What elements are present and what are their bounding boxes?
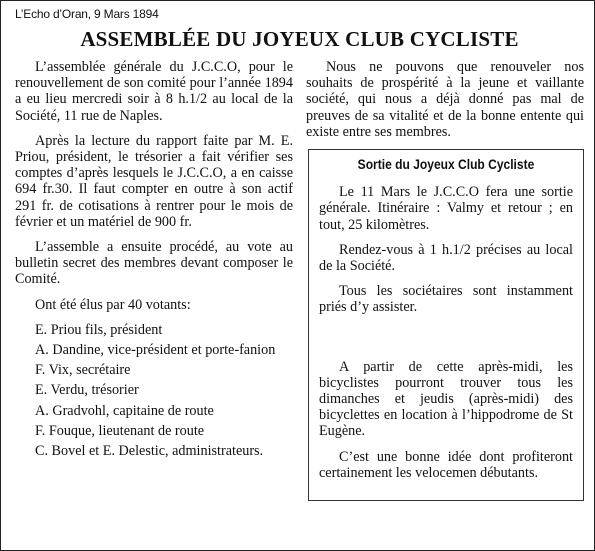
list-item: E. Verdu, trésorier: [35, 382, 139, 399]
list-item: C. Bovel et E. Delestic, administrateurs.: [35, 443, 264, 460]
right-column: [306, 59, 584, 501]
box-paragraph: A partir de cette après-midi, les bicyclistes pourront trouver tous les dimanches et jeudis (après-midi) des bicyclettes en location à l’hippodrome de St Eugène.: [319, 358, 573, 440]
paragraph-wishes: Nous ne pouvons que renouveler nos souhaits de prospérité à la jeune et vaillante société, qui nous a déjà donné pas mal de preuves de sa vitalité et de la bonne entente qui existe entre ses membres.: [306, 59, 584, 140]
paragraph-report: Après la lecture du rapport faite par M. E. Priou, président, le trésorier a fait vérifier ses comptes d’après lesquels le J.C.C.O, a en caisse 694 fr.30. Il faut compter en outre à son actif 291 fr. de cotisations à rentrer pour le mois de février et un matériel de 900 fr.: [15, 132, 293, 230]
list-item: A. Gradvohl, capitaine de route: [35, 402, 214, 419]
left-column: [15, 59, 293, 501]
list-item: F. Vix, secrétaire: [35, 362, 131, 379]
box-title: Sortie du Joyeux Club Cycliste: [357, 156, 535, 173]
box-paragraph: C’est une bonne idée dont profiteront certainement les velocemen débutants.: [319, 448, 573, 481]
elected-intro: Ont été élus par 40 votants:: [35, 296, 191, 313]
paragraph-assembly: L’assemblée générale du J.C.C.O, pour le renouvellement de son comité pour l’année 1894 a eu lieu mercredi soir à 8 h.1/2 au local de la Société, 11 rue de Naples.: [15, 59, 293, 124]
box-paragraph: Rendez-vous à 1 h.1/2 précises au local de la Société.: [319, 241, 573, 275]
elected-list: [15, 322, 293, 459]
list-item: F. Fouque, lieutenant de route: [35, 422, 205, 439]
list-item: A. Dandine, vice-président et porte-fanion: [35, 342, 276, 359]
spacer: [319, 325, 573, 359]
source-line: L’Echo d’Oran, 9 Mars 1894: [15, 7, 159, 21]
box-paragraph: Le 11 Mars le J.C.C.O fera une sortie générale. Itinéraire : Valmy et retour ; en tout, 25 kilomètres.: [319, 184, 573, 233]
outing-box: [308, 149, 584, 501]
article-columns: [15, 59, 584, 501]
paragraph-vote: L’assemble a ensuite procédé, au vote au bulletin secret des membres devant composer le Comité.: [15, 239, 293, 288]
box-paragraph: Tous les sociétaires sont instamment priés d’y assister.: [319, 283, 573, 316]
article-title: ASSEMBLÉE DU JOYEUX CLUB CYCLISTE: [80, 27, 519, 51]
list-item: E. Priou fils, président: [35, 321, 163, 338]
